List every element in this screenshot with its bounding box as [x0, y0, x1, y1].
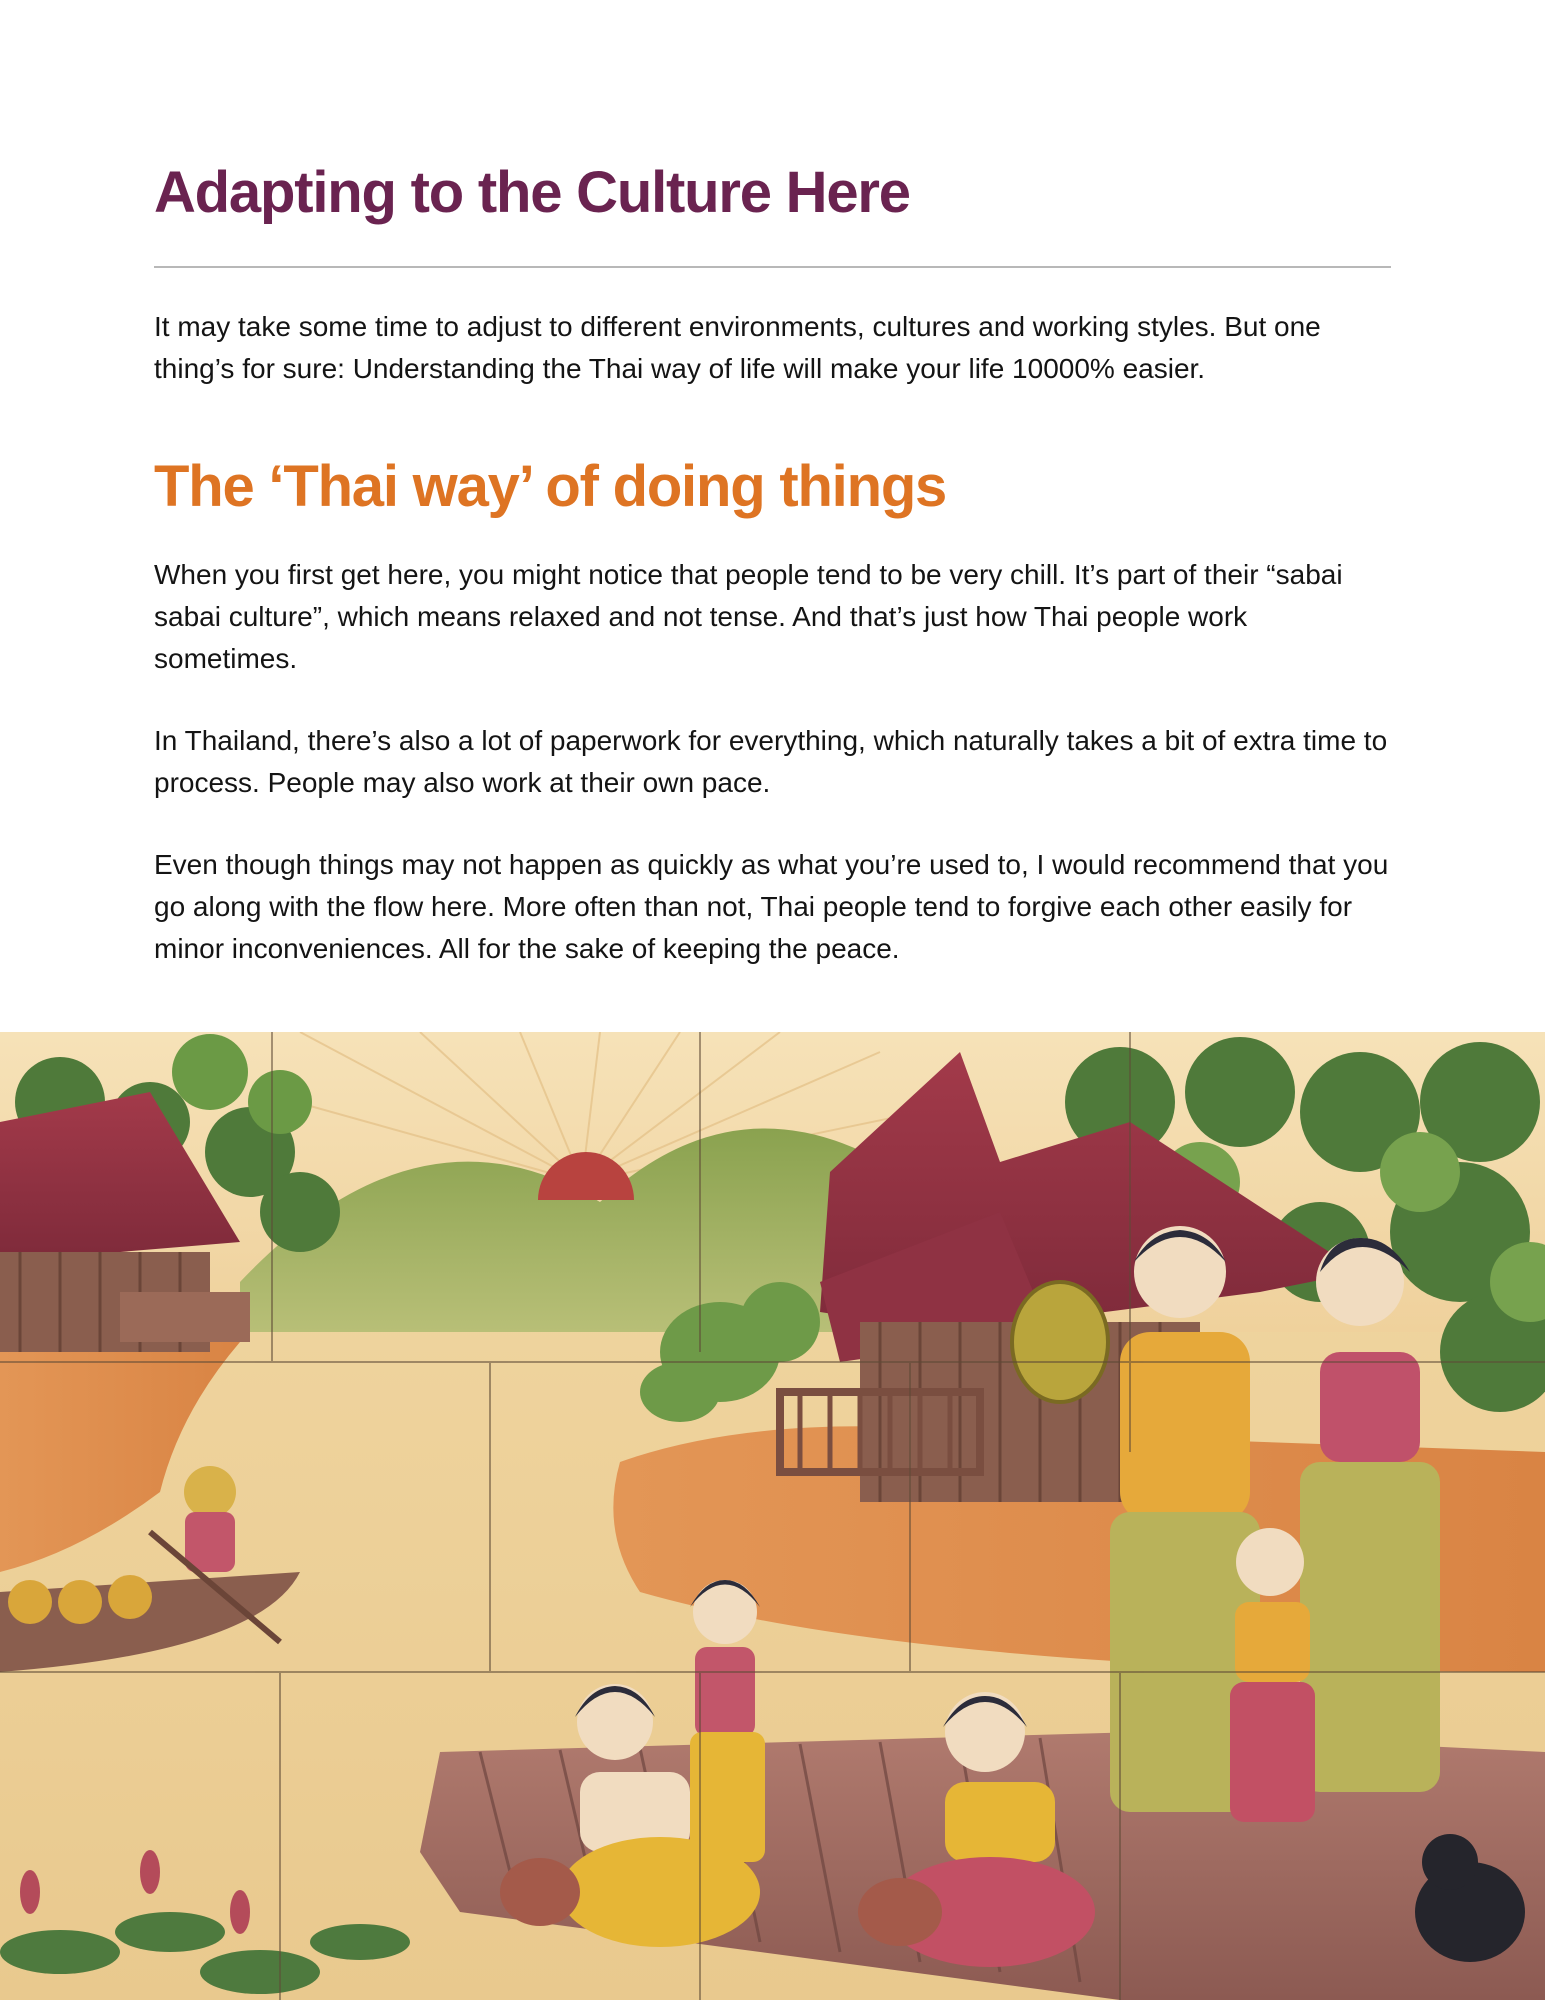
title-divider — [154, 266, 1391, 268]
paragraph-paperwork: In Thailand, there’s also a lot of paperwork for everything, which naturally takes a bit of extra time to process. People may also work at their own pace. — [154, 725, 1388, 798]
intro-paragraph: It may take some time to adjust to different environments, cultures and working styles. But one thing’s for sure: Understanding the Thai way of life will make your life 10000% easier. — [154, 311, 1321, 384]
page-title: Adapting to the Culture Here — [154, 160, 910, 225]
text-content — [154, 150, 1391, 964]
thai-village-mural-image — [0, 1032, 1545, 2000]
paragraph-sabai: When you first get here, you might notice that people tend to be very chill. It’s part of their “sabai sabai culture”, which means relaxed and not tense. And that’s just how Thai people work sometimes. — [154, 559, 1343, 674]
paragraph-flow: Even though things may not happen as quickly as what you’re used to, I would recommend that you go along with the flow here. More often than not, Thai people tend to forgive each other easily for minor inconveniences. All for the sake of keeping the peace. — [154, 849, 1389, 964]
section-heading: The ‘Thai way’ of doing things — [154, 454, 947, 519]
